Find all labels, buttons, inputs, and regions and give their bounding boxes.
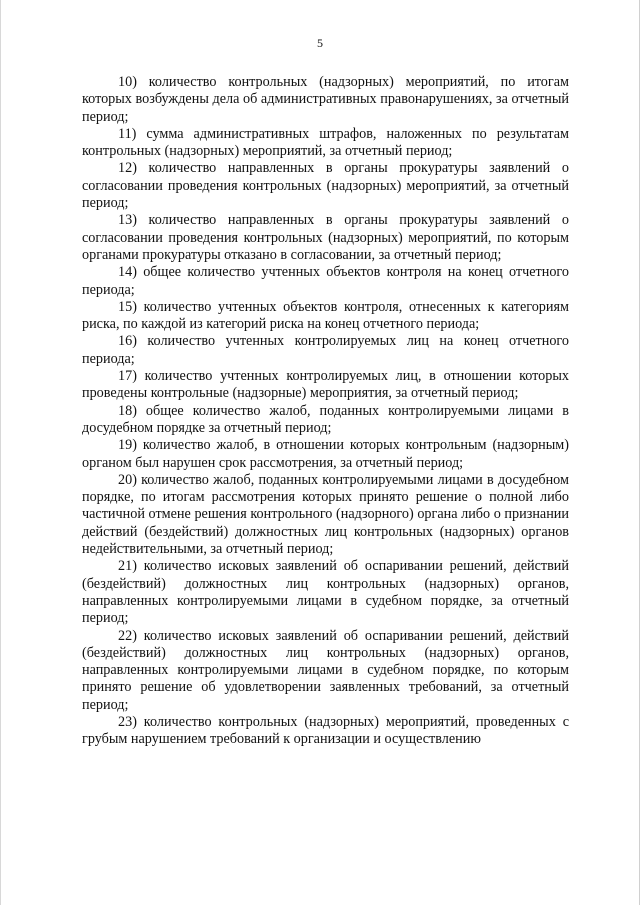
page-number: 5	[317, 36, 323, 50]
list-item-16: 16) количество учтенных контролируемых лиц на конец отчетного периода;	[82, 333, 569, 367]
list-item-18: 18) общее количество жалоб, поданных контролируемыми лицами в досудебном порядке за отчетный период;	[82, 402, 569, 436]
list-item-12: 12) количество направленных в органы прокуратуры заявлений о согласовании проведения контрольных (надзорных) мероприятий, за отчетный период;	[82, 160, 569, 212]
list-item-19: 19) количество жалоб, в отношении которых контрольным (надзорным) органом был нарушен срок рассмотрения, за отчетный период;	[82, 437, 569, 471]
list-item-20: 20) количество жалоб, поданных контролируемыми лицами в досудебном порядке, по итогам рассмотрения которых принято решение о полной либо частичной отмене решения контрольного (надзорного) органа либо о признании действий (бездействий) должностных лиц контрольных (надзорных) органов недействительными, за отчетный период;	[82, 471, 569, 558]
list-item-23: 23) количество контрольных (надзорных) мероприятий, проведенных с грубым нарушением требований к организации и осуществлению	[82, 713, 569, 748]
list-item-17: 17) количество учтенных контролируемых лиц, в отношении которых проведены контрольные (надзорные) мероприятия, за отчетный период;	[82, 368, 569, 402]
page-left-edge	[0, 0, 1, 905]
list-item-10: 10) количество контрольных (надзорных) мероприятий, по итогам которых возбуждены дела об административных правонарушениях, за отчетный период;	[82, 74, 569, 125]
list-item-11: 11) сумма административных штрафов, наложенных по результатам контрольных (надзорных) мероприятий, за отчетный период;	[82, 125, 569, 160]
document-body	[82, 74, 569, 749]
list-item-13: 13) количество направленных в органы прокуратуры заявлений о согласовании проведения контрольных (надзорных) мероприятий, по которым органами прокуратуры отказано в согласовании, за отчетный период;	[82, 212, 569, 263]
list-item-15: 15) количество учтенных объектов контроля, отнесенных к категориям риска, по каждой из категорий риска на конец отчетного периода;	[82, 298, 569, 333]
list-item-22: 22) количество исковых заявлений об оспаривании решений, действий (бездействий) должностных лиц контрольных (надзорных) органов, направленных контролируемыми лицами в судебном порядке, по которым принято решение об удовлетворении заявленных требований, за отчетный период;	[82, 627, 569, 713]
list-item-14: 14) общее количество учтенных объектов контроля на конец отчетного периода;	[82, 264, 569, 298]
list-item-21: 21) количество исковых заявлений об оспаривании решений, действий (бездействий) должностных лиц контрольных (надзорных) органов, направленных контролируемыми лицами в судебном порядке, за отчетный период;	[82, 558, 569, 627]
